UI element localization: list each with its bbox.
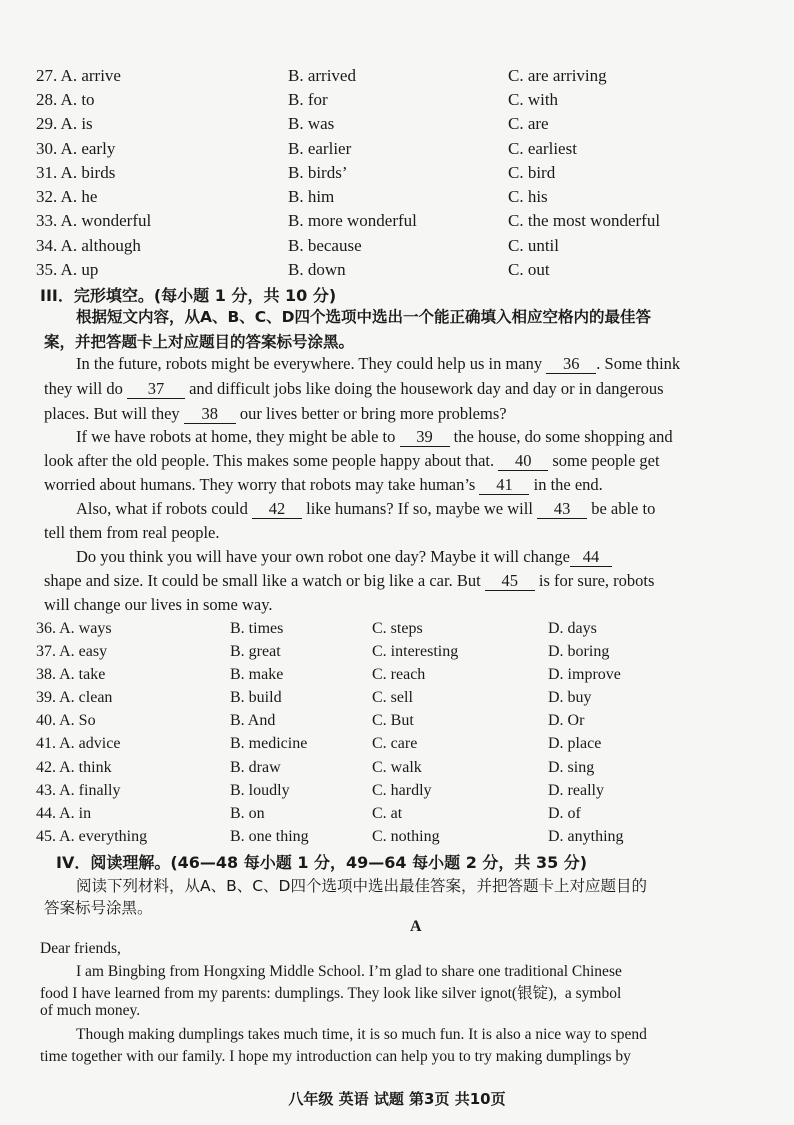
option-d: D. buy [548, 689, 592, 706]
blank-38: 38 [184, 405, 236, 424]
option-b: B. And [230, 712, 276, 729]
option-c: C. are [508, 114, 549, 133]
passage-line: look after the old people. This makes some people happy about that. 40 some people get [44, 451, 660, 470]
option-d: D. of [548, 805, 581, 822]
letter-line: time together with our family. I hope my introduction can help you to try making dumplings by [40, 1048, 631, 1065]
letter-line: food I have learned from my parents: dumplings. They look like silver ignot(银锭), a symbol [40, 985, 622, 1002]
option-c: C. bird [508, 163, 556, 182]
option-row-31 [0, 161, 794, 185]
section-4-heading: IV．阅读理解。(46—48 每小题 1 分，49—64 每小题 2 分，共 35 分) [56, 853, 588, 872]
option-row-44 [0, 802, 794, 825]
option-row-40 [0, 709, 794, 732]
option-a: 30. A. early [36, 139, 116, 158]
option-c: C. earliest [508, 139, 577, 158]
section-4-instruction-line1: 阅读下列材料，从A、B、C、D四个选项中选出最佳答案，并把答题卡上对应题目的 [76, 877, 647, 895]
letter-line: Though making dumplings takes much time, it is so much fun. It is also a nice way to spend [76, 1026, 647, 1043]
option-d: D. boring [548, 643, 610, 660]
section-3-instruction-line1: 根据短文内容，从A、B、C、D四个选项中选出一个能正确填入相应空格内的最佳答 [76, 308, 652, 326]
option-a: 29. A. is [36, 114, 93, 133]
option-d: D. Or [548, 712, 585, 729]
passage-line: worried about humans. They worry that robots may take human’s 41 in the end. [44, 475, 603, 494]
option-c: C. are arriving [508, 66, 607, 85]
option-b: B. for [288, 90, 328, 109]
option-row-30 [0, 137, 794, 161]
passage-line: tell them from real people. [44, 523, 220, 542]
option-a: 42. A. think [36, 759, 112, 776]
option-a: 32. A. he [36, 187, 98, 206]
option-c: C. hardly [372, 782, 432, 799]
option-b: B. more wonderful [288, 211, 417, 230]
option-c: C. his [508, 187, 548, 206]
option-c: C. at [372, 805, 403, 822]
passage-line: places. But will they 38 our lives better or bring more problems? [44, 404, 507, 423]
option-c: C. sell [372, 689, 413, 706]
option-b: B. was [288, 114, 335, 133]
option-c: C. with [508, 90, 559, 109]
option-a: 38. A. take [36, 666, 106, 683]
option-c: C. until [508, 236, 560, 255]
option-row-35 [0, 258, 794, 282]
option-b: B. because [288, 236, 362, 255]
option-d: D. improve [548, 666, 621, 683]
option-b: B. times [230, 620, 284, 637]
letter-line: of much money. [40, 1002, 141, 1019]
option-a: 33. A. wonderful [36, 211, 152, 230]
blank-45: 45 [485, 572, 535, 591]
letter-greeting: Dear friends, [40, 940, 121, 957]
blank-40: 40 [498, 452, 548, 471]
option-row-43 [0, 779, 794, 802]
option-a: 36. A. ways [36, 620, 112, 637]
option-c: C. steps [372, 620, 423, 637]
option-a: 37. A. easy [36, 643, 108, 660]
section-3-heading: III．完形填空。(每小题 1 分，共 10 分) [40, 286, 337, 305]
option-c: C. nothing [372, 828, 440, 845]
option-a: 40. A. So [36, 712, 96, 729]
option-row-28 [0, 88, 794, 112]
blank-42: 42 [252, 500, 302, 519]
option-row-29 [0, 112, 794, 136]
option-c: C. out [508, 260, 550, 279]
option-b: B. great [230, 643, 281, 660]
option-a: 35. A. up [36, 260, 99, 279]
option-a: 31. A. birds [36, 163, 116, 182]
option-d: D. place [548, 735, 602, 752]
passage-line: shape and size. It could be small like a watch or big like a car. But 45 is for sure, robots [44, 571, 655, 590]
passage-line: In the future, robots might be everywhere. They could help us in many 36 . Some think [76, 354, 681, 373]
option-b: B. down [288, 260, 346, 279]
blank-36: 36 [546, 355, 596, 374]
option-d: D. anything [548, 828, 624, 845]
option-b: B. build [230, 689, 282, 706]
option-c: C. care [372, 735, 418, 752]
option-row-41 [0, 732, 794, 755]
option-a: 45. A. everything [36, 828, 148, 845]
option-a: 27. A. arrive [36, 66, 121, 85]
option-b: B. loudly [230, 782, 290, 799]
section-3-instruction-line2: 案，并把答题卡上对应题目的答案标号涂黑。 [44, 333, 355, 351]
option-row-27 [0, 64, 794, 88]
option-a: 28. A. to [36, 90, 95, 109]
option-d: D. sing [548, 759, 595, 776]
option-b: B. arrived [288, 66, 356, 85]
option-row-32 [0, 185, 794, 209]
option-row-39 [0, 686, 794, 709]
option-d: D. really [548, 782, 604, 799]
passage-line: will change our lives in some way. [44, 595, 273, 614]
blank-37: 37 [127, 380, 185, 399]
option-b: B. one thing [230, 828, 309, 845]
option-row-36 [0, 617, 794, 640]
option-a: 41. A. advice [36, 735, 121, 752]
passage-line: they will do 37 and difficult jobs like doing the housework day and day or in dangerous [44, 379, 664, 398]
option-row-37 [0, 640, 794, 663]
option-row-45 [0, 825, 794, 848]
option-b: B. on [230, 805, 265, 822]
option-a: 39. A. clean [36, 689, 113, 706]
option-c: C. walk [372, 759, 422, 776]
option-b: B. medicine [230, 735, 308, 752]
option-d: D. days [548, 620, 597, 637]
page-footer: 八年级 英语 试题 第3页 共10页 [288, 1090, 506, 1108]
option-c: C. the most wonderful [508, 211, 661, 230]
option-row-33 [0, 209, 794, 233]
option-c: C. interesting [372, 643, 459, 660]
option-a: 43. A. finally [36, 782, 121, 799]
option-c: C. But [372, 712, 414, 729]
option-b: B. him [288, 187, 335, 206]
option-b: B. birds’ [288, 163, 348, 182]
option-b: B. draw [230, 759, 281, 776]
blank-43: 43 [537, 500, 587, 519]
blank-44: 44 [570, 548, 612, 567]
option-c: C. reach [372, 666, 426, 683]
option-row-42 [0, 756, 794, 779]
option-row-34 [0, 234, 794, 258]
blank-39: 39 [400, 428, 450, 447]
passage-line: Do you think you will have your own robot one day? Maybe it will change 44 [76, 546, 612, 568]
option-a: 44. A. in [36, 805, 92, 822]
option-b: B. earlier [288, 139, 352, 158]
passage-line: Also, what if robots could 42 like humans? If so, maybe we will 43 be able to [76, 499, 656, 518]
option-b: B. make [230, 666, 284, 683]
option-row-38 [0, 663, 794, 686]
reading-part-label: A [410, 918, 422, 935]
letter-line: I am Bingbing from Hongxing Middle School. I’m glad to share one traditional Chinese [76, 963, 622, 980]
section-4-instruction-line2: 答案标号涂黑。 [44, 899, 153, 917]
passage-line: If we have robots at home, they might be able to 39 the house, do some shopping and [76, 427, 673, 446]
blank-41: 41 [479, 476, 529, 495]
option-a: 34. A. although [36, 236, 141, 255]
